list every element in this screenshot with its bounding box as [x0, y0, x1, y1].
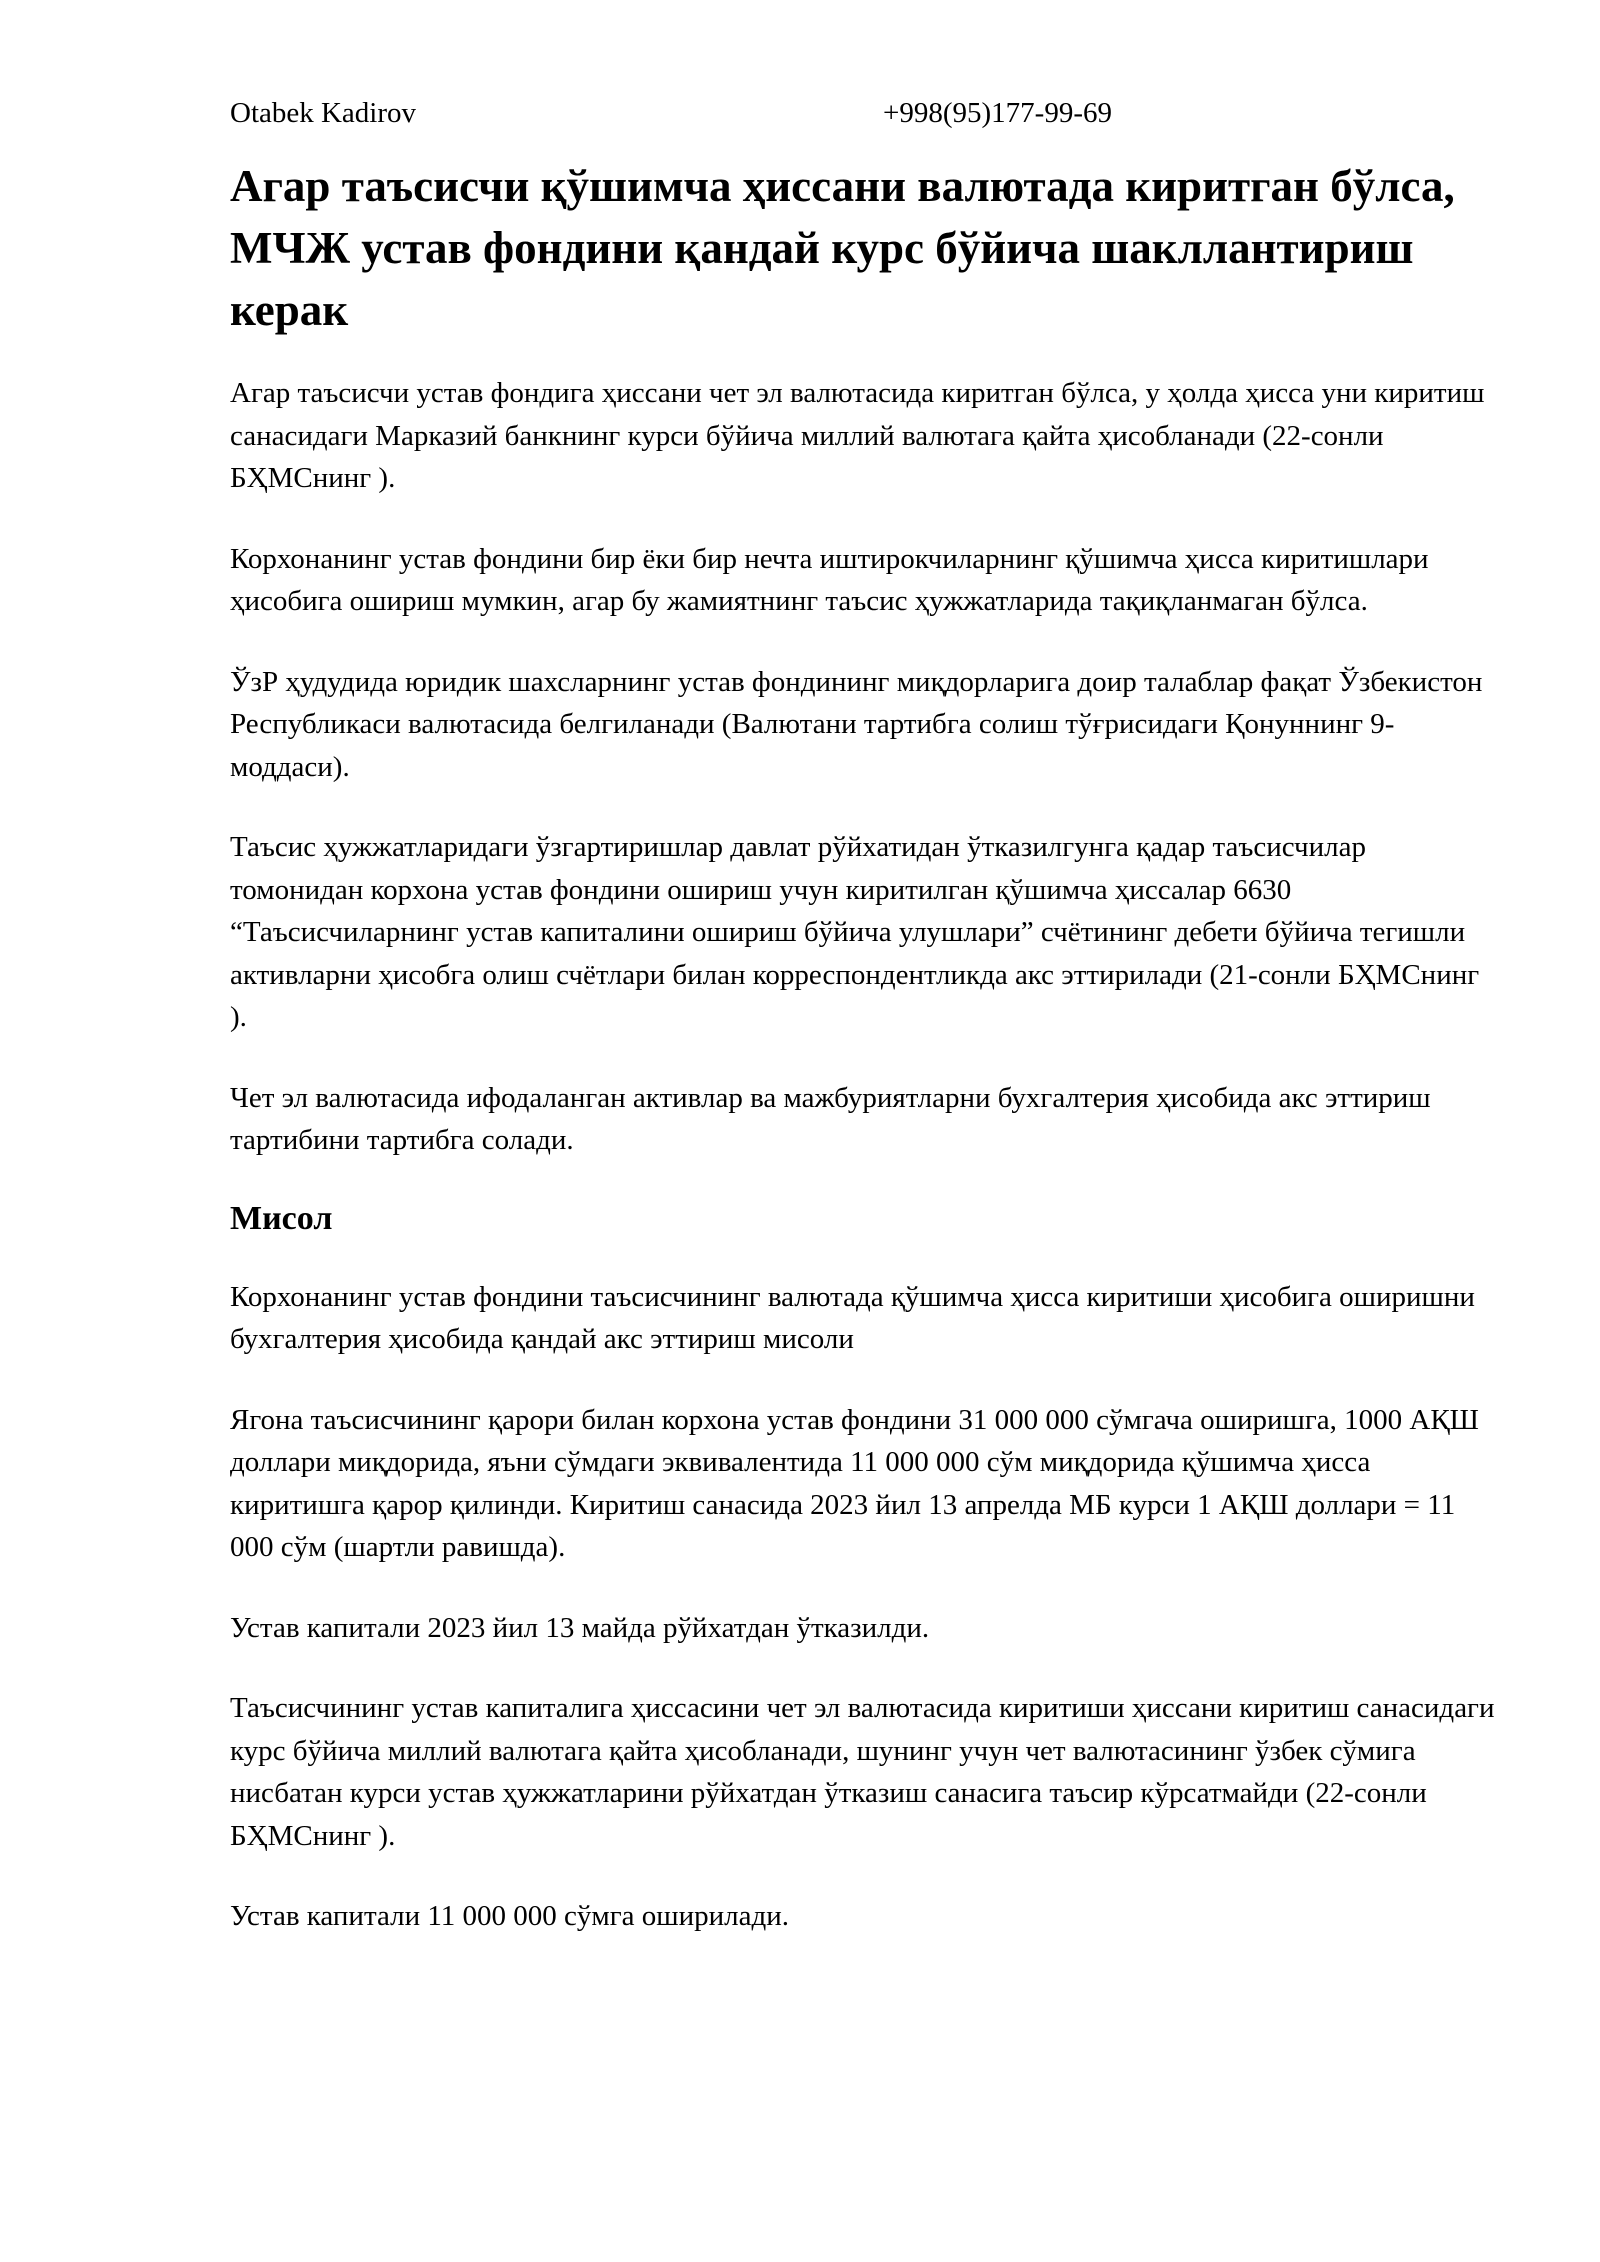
- document-body: [230, 155, 1500, 1938]
- paragraph-5: Чет эл валютасида ифодаланган активлар ва мажбуриятларни бухгалтерия ҳисобида акс эттириш тартибини тартибга солади.: [230, 1081, 1431, 1156]
- phone-number: +998(95)177-99-69: [883, 97, 1112, 129]
- example-paragraph-4: Таъсисчининг устав капиталига ҳиссасини чет эл валютасида киритиши ҳиссани киритиш санасидаги курс бўйича миллий валютага қайта ҳисобланади, шунинг учун чет валютасининг ўзбек сўмига нисбатан курси устав ҳужжатларини рўйхатдан ўтказиш санасига таъсир кўрсатмайди (22-сонли БҲМСнинг ).: [230, 1692, 1495, 1852]
- document-title: Агар таъсисчи қўшимча ҳиссани валютада киритган бўлса, МЧЖ устав фондини қандай курс бўйича шакллантириш керак: [230, 161, 1455, 335]
- example-paragraph-5: Устав капитали 11 000 000 сўмга оширилади.: [230, 1900, 789, 1932]
- example-paragraph-2: Ягона таъсисчининг қарори билан корхона устав фондини 31 000 000 сўмгача оширишга, 1000 АҚШ доллари миқдорида, яъни сўмдаги эквивалентида 11 000 000 сўм миқдорида қўшимча ҳисса киритишга қарор қилинди. Киритиш санасида 2023 йил 13 апрелда МБ курси 1 АҚШ доллари = 11 000 сўм (шартли равишда).: [230, 1403, 1479, 1563]
- paragraph-4: Таъсис ҳужжатларидаги ўзгартиришлар давлат рўйхатидан ўтказилгунга қадар таъсисчилар томонидан корхона устав фондини ошириш учун киритилган қўшимча ҳиссалар 6630 “Таъсисчиларнинг устав капиталини ошириш бўйича улушлари” счётининг дебети бўйича тегишли активларни ҳисобга олиш счётлари билан корреспондентликда акс эттирилади (21-сонли БҲМСнинг ).: [230, 831, 1480, 1033]
- paragraph-1: Агар таъсисчи устав фондига ҳиссани чет эл валютасида киритган бўлса, у ҳолда ҳисса уни киритиш санасидаги Марказий банкнинг курси бўйича миллий валютага қайта ҳисобланади (22-сонли БҲМСнинг ).: [230, 377, 1485, 494]
- paragraph-2: Корхонанинг устав фондини бир ёки бир нечта иштирокчиларнинг қўшимча ҳисса киритишлари ҳисобига ошириш мумкин, агар бу жамиятнинг таъсис ҳужжатларида тақиқланмаган бўлса.: [230, 542, 1429, 617]
- example-paragraph-3: Устав капитали 2023 йил 13 майда рўйхатдан ўтказилди.: [230, 1611, 930, 1644]
- example-heading: Мисол: [230, 1199, 333, 1237]
- paragraph-3: ЎзР ҳудудида юридик шахсларнинг устав фондининг миқдорларига доир талаблар фақат Ўзбекистон Республикаси валютасида белгиланади (Валютани тартибга солиш тўғрисидаги Қонуннинг 9-моддаси).: [230, 665, 1483, 783]
- author-name: Otabek Kadirov: [230, 97, 417, 129]
- example-paragraph-1: Корхонанинг устав фондини таъсисчининг валютада қўшимча ҳисса киритиши ҳисобига оширишни бухгалтерия ҳисобида қандай акс эттириш мисоли: [230, 1280, 1475, 1355]
